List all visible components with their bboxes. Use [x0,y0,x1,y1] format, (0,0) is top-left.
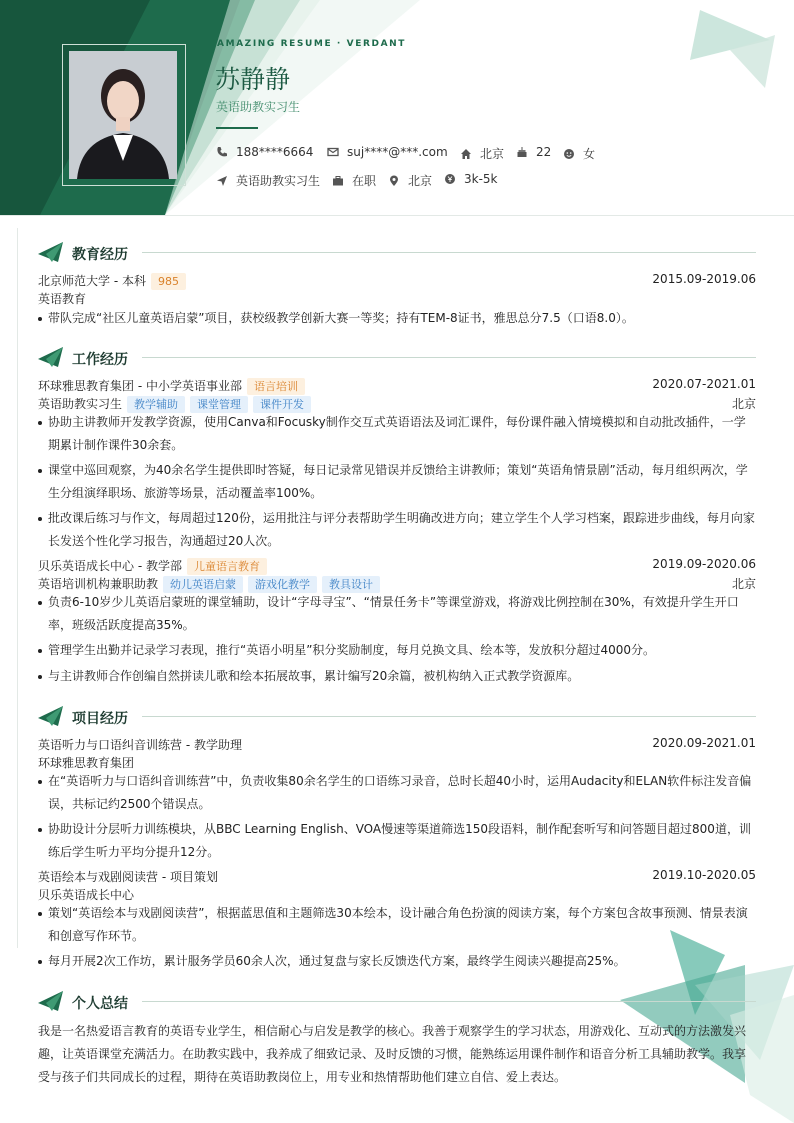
left-guide-line [17,228,18,948]
brand-text: AMAZING RESUME · VERDANT [217,39,407,49]
briefcase-icon [332,175,344,187]
list-item: 在“英语听力与口语纠音训练营”中，负责收集80余名学生的口语练习录音，总时长超40小时，运用Audacity和ELAN软件标注发音偏误，共标记约2500个错误点。 [48,770,756,816]
project-title: 英语听力与口语纠音训练营 - 教学助理 [38,738,242,752]
skill-tag: 课堂管理 [190,396,248,413]
job-intent-info [216,172,320,189]
send-icon [216,175,228,187]
skill-tag: 课件开发 [253,396,311,413]
list-item: 带队完成“社区儿童英语启蒙”项目，获校级教学创新大赛一等奖；持有TEM-8证书，雅思总分7.5（口语8.0）。 [48,307,756,330]
list-item: 协助设计分层听力训练模块，从BBC Learning English、VOA慢速等渠道筛选150段语料，制作配套听写和问答题目超过800道，训练后学生听力平均分提升12分。 [48,818,756,864]
location-text: 北京 [408,174,433,188]
job-intent-text: 英语助教实习生 [236,174,321,188]
location-info [388,172,432,189]
project-org: 贝乐英语成长中心 [38,888,135,902]
home-text: 北京 [480,147,505,161]
list-item: 协助主讲教师开发教学资源，使用Canva和Focusky制作交互式英语语法及词汇课件，每份课件融入情境模拟和自动批改插件，一学期累计制作课件30余套。 [48,411,756,457]
skill-tag: 教具设计 [322,576,380,593]
education-date: 2015.09-2019.06 [652,272,756,286]
plane-icon [38,347,64,367]
salary-info [444,172,498,186]
list-item: 每月开展2次工作坊，累计服务学员60余人次，通过复盘与家长反馈迭代方案，最终学生阅读兴趣提高25%。 [48,950,756,973]
job-title: 英语助教实习生 [216,100,301,114]
candidate-name: 苏静静 [215,65,291,94]
header-divider [0,215,794,216]
school-name: 北京师范大学 - 本科 [38,274,146,288]
age-info [516,145,551,159]
salary-text: 3k-5k [464,172,498,186]
skill-tag: 幼儿英语启蒙 [163,576,243,593]
project-date: 2019.10-2020.05 [652,868,756,882]
list-item: 策划“英语绘本与戏剧阅读营”，根据蓝思值和主题筛选30本绘本，设计融合角色扮演的阅读方案，每个方案包含故事预测、情景表演和创意写作环节。 [48,902,756,948]
list-item: 管理学生出勤并记录学习表现，推行“英语小明星”积分奖励制度，每月兑换文具、绘本等，发放积分超过4000分。 [48,639,756,662]
work-city: 北京 [731,577,756,591]
work-role: 英语助教实习生 教学辅助 课堂管理 课件开发 [38,395,311,413]
age-text: 22 [536,145,552,159]
education-school [38,272,186,290]
avatar [69,51,177,179]
skill-tag: 游戏化教学 [248,576,317,593]
project-date: 2020.09-2021.01 [652,736,756,750]
section-rule [142,252,756,253]
section-title-work: 工作经历 [72,352,128,368]
location-pin-icon [388,175,400,187]
email-info [327,145,448,159]
project-title: 英语绘本与戏剧阅读营 - 项目策划 [38,870,218,884]
status-text: 在职 [352,174,377,188]
gender-text: 女 [583,147,596,161]
section-rule [142,716,756,717]
phone-text: 188****6664 [236,145,314,159]
section-title-project: 项目经历 [72,711,128,727]
section-title-summary: 个人总结 [72,996,128,1012]
list-item: 批改课后练习与作文，每周超过120份，运用批注与评分表帮助学生明确改进方向；建立学生个人学习档案，跟踪进步曲线，每月向家长发送个性化学习报告，沟通超过20人次。 [48,507,756,553]
phone-info [216,145,313,159]
phone-icon [216,146,228,158]
list-item: 负责6-10岁少儿英语启蒙班的课堂辅助，设计“字母寻宝”、“情景任务卡”等课堂游戏，将游戏比例控制在30%，有效提升学生开口率，班级活跃度提高35%。 [48,591,756,637]
education-major: 英语教育 [38,292,87,306]
work-company: 环球雅思教育集团 - 中小学英语事业部 语言培训 [38,377,305,395]
gender-info [563,145,595,162]
work-date: 2020.07-2021.01 [652,377,756,391]
status-info [332,172,376,189]
title-accent-bar [216,127,258,129]
home-icon [460,148,472,160]
money-icon [444,173,456,185]
section-rule [142,357,756,358]
section-title-education: 教育经历 [72,247,128,263]
list-item: 与主讲教师合作创编自然拼读儿歌和绘本拓展故事，累计编写20余篇，被机构纳入正式教学资源库。 [48,665,756,688]
project-org: 环球雅思教育集团 [38,756,135,770]
home-info [460,145,504,162]
work-role: 英语培训机构兼职助教 幼儿英语启蒙 游戏化教学 教具设计 [38,575,380,593]
plane-icon [38,991,64,1011]
section-rule [142,1001,756,1002]
industry-tag: 语言培训 [247,378,305,395]
school-tag: 985 [151,273,186,290]
mail-icon [327,146,339,158]
summary-text: 我是一名热爱语言教育的英语专业学生，相信耐心与启发是教学的核心。我善于观察学生的学习状态，用游戏化、互动式的方法激发兴趣，让英语课堂充满活力。在助教实践中，我养成了细致记录、及时反馈的习惯，能熟练运用课件制作和语音分析工具辅助教学。我享受与孩子们共同成长的过程，期待在英语助教岗位上，用专业和热情帮助他们建立自信、爱上表达。 [38,1024,747,1084]
work-date: 2019.09-2020.06 [652,557,756,571]
industry-tag: 儿童语言教育 [187,558,267,575]
cake-icon [516,146,528,158]
work-company: 贝乐英语成长中心 - 教学部 儿童语言教育 [38,557,267,575]
plane-icon [38,242,64,262]
face-icon [563,148,575,160]
plane-icon [38,706,64,726]
work-city: 北京 [731,397,756,411]
list-item: 课堂中巡回观察，为40余名学生提供即时答疑，每日记录常见错误并反馈给主讲教师；策划“英语角情景剧”活动，每月组织两次，学生分组演绎职场、旅游等场景，活动覆盖率100%。 [48,459,756,505]
email-text: suj****@***.com [347,145,448,159]
skill-tag: 教学辅助 [127,396,185,413]
